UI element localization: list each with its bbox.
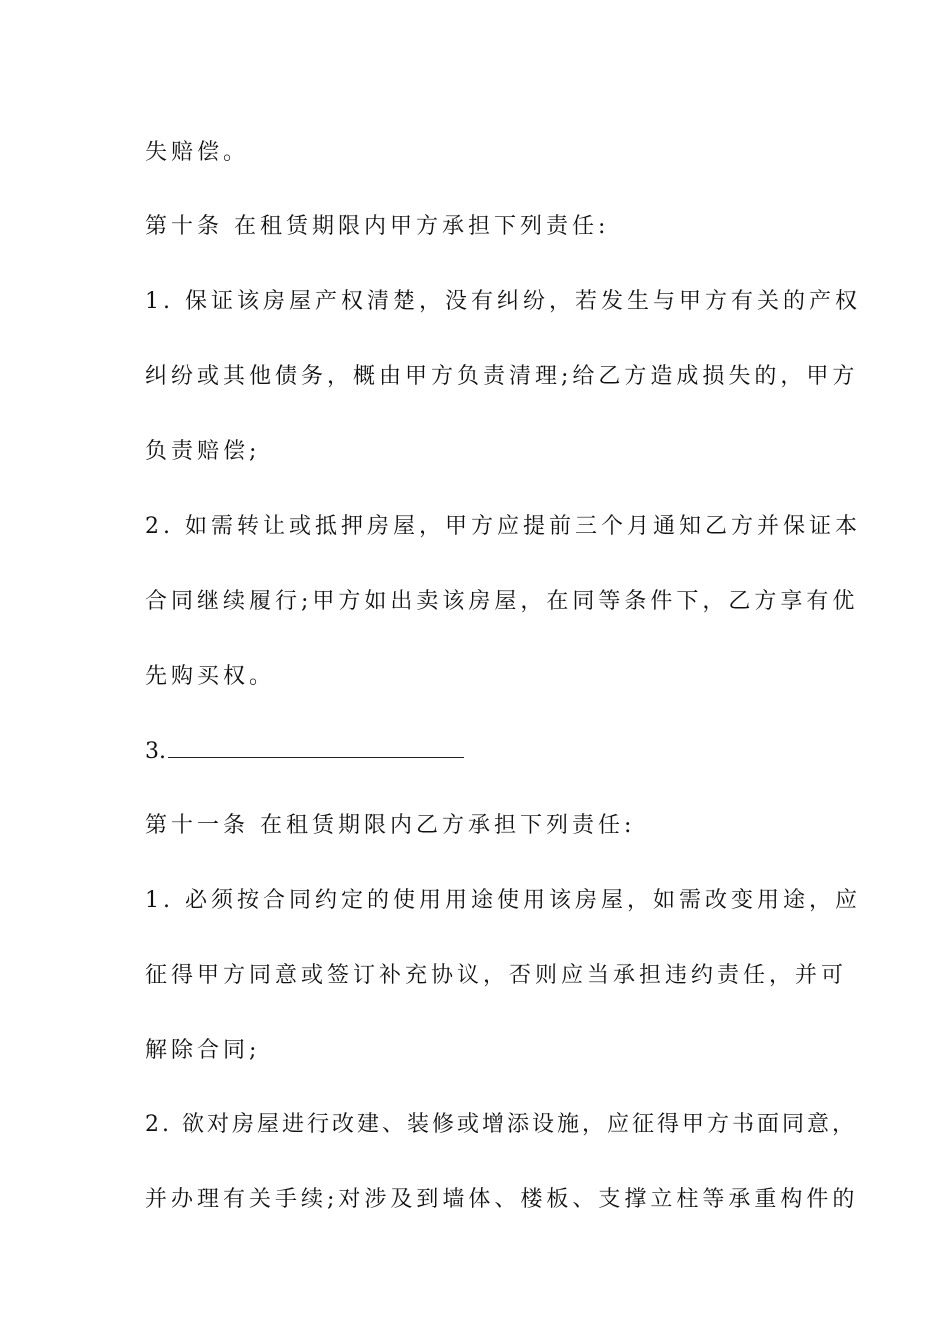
item-3-line bbox=[145, 735, 464, 767]
text-line-12: 征得甲方同意或签订补充协议，否则应当承担违约责任，并可 bbox=[145, 963, 848, 988]
text-line-5: 负责赔偿; bbox=[145, 439, 261, 464]
text-line-13: 解除合同; bbox=[145, 1038, 261, 1063]
text-line-6: 2. 如需转让或抵押房屋，甲方应提前三个月通知乙方并保证本 bbox=[145, 514, 861, 539]
text-line-3: 1. 保证该房屋产权清楚，没有纠纷，若发生与甲方有关的产权 bbox=[145, 289, 861, 314]
text-line-1: 失赔偿。 bbox=[145, 140, 250, 165]
text-line-7: 合同继续履行;甲方如出卖该房屋，在同等条件下，乙方享有优 bbox=[145, 589, 859, 614]
text-line-15: 并办理有关手续;对涉及到墙体、楼板、支撑立柱等承重构件的 bbox=[145, 1187, 859, 1212]
text-line-4: 纠纷或其他债务，概由甲方负责清理;给乙方造成损失的，甲方 bbox=[145, 364, 859, 389]
text-line-8: 先购买权。 bbox=[145, 664, 276, 689]
item-3-number: 3. bbox=[145, 739, 166, 764]
article-11-heading: 第十一条 在租赁期限内乙方承担下列责任: bbox=[145, 813, 636, 838]
fill-in-blank bbox=[168, 735, 464, 758]
article-10-heading: 第十条 在租赁期限内甲方承担下列责任: bbox=[145, 214, 610, 239]
text-line-11: 1. 必须按合同约定的使用用途使用该房屋，如需改变用途，应 bbox=[145, 888, 861, 913]
text-line-14: 2. 欲对房屋进行改建、装修或增添设施，应征得甲方书面同意， bbox=[145, 1112, 857, 1137]
